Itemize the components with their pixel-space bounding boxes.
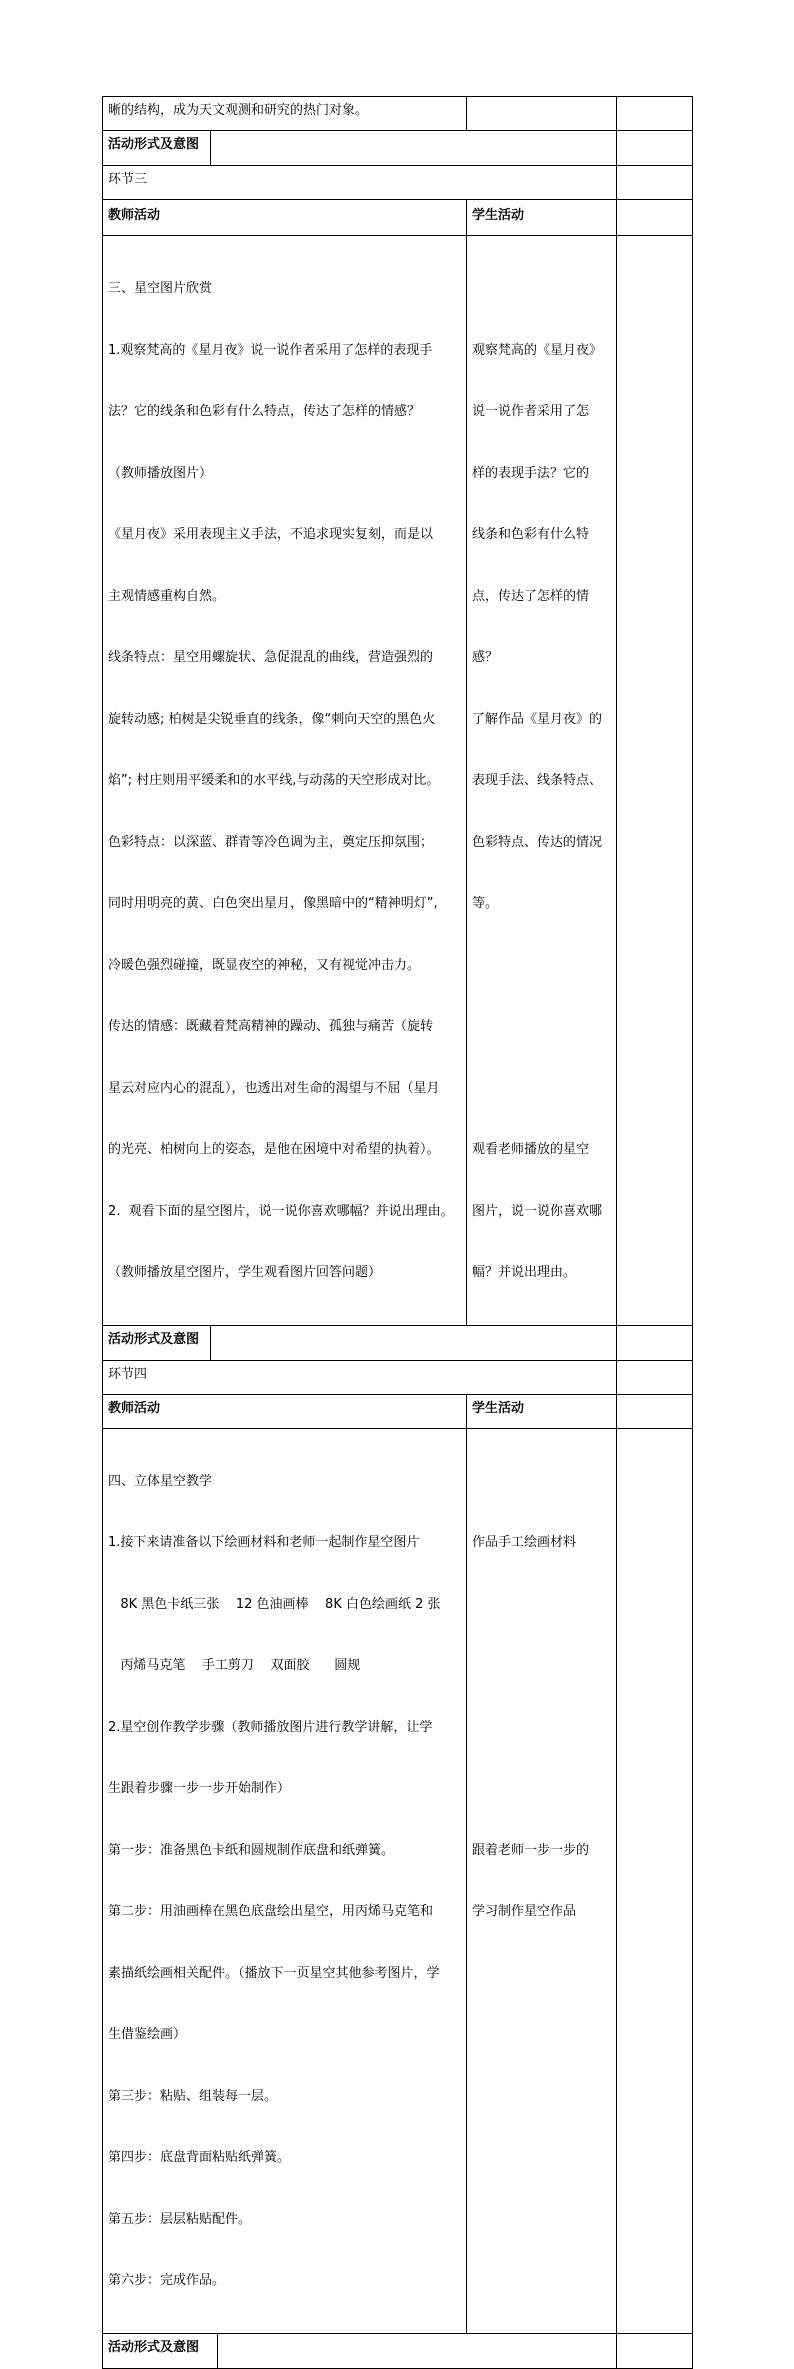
- teacher-line: 丙烯马克笔 手工剪刀 双面胶 圆规: [108, 1658, 361, 1673]
- student-line: [472, 1718, 610, 1739]
- empty-cell: [617, 97, 693, 131]
- teacher-line: 第六步：完成作品。: [108, 2273, 226, 2288]
- activity-form-cell: [103, 1325, 617, 1360]
- teacher-line: 《星月夜》采用表现主义手法，不追求现实复刻，而是以: [108, 527, 434, 542]
- student-line: [472, 1472, 610, 1493]
- section-title-row: [103, 166, 693, 200]
- empty-cell: [467, 97, 617, 131]
- teacher-line: 三、星空图片欣赏: [108, 281, 213, 296]
- activity-form-value: [218, 2334, 616, 2368]
- empty-cell: [617, 1428, 693, 2333]
- teacher-line: 同时用明亮的黄、白色突出星月，像黑暗中的“精神明灯”,: [108, 896, 438, 911]
- teacher-line: 法？它的线条和色彩有什么特点，传达了怎样的情感？: [108, 404, 421, 419]
- student-line: 跟着老师一步一步的: [472, 1842, 590, 1858]
- student-activity-header: 学生活动: [467, 200, 617, 236]
- student-line: [472, 1595, 610, 1616]
- activity-form-cell: [103, 131, 617, 166]
- teacher-line: 第三步：粘贴、组装每一层。: [108, 2088, 278, 2104]
- student-line: [472, 1656, 610, 1677]
- student-line: 观看老师播放的星空: [472, 1142, 590, 1157]
- student-line: 幅？并说出理由。: [472, 1265, 577, 1280]
- teacher-line: 主观情感重构自然。: [108, 588, 226, 604]
- teacher-line: 色彩特点：以深蓝、群青等冷色调为主，奠定压抑氛围；: [108, 834, 434, 850]
- teacher-line: 生借鉴绘画）: [108, 2027, 187, 2042]
- teacher-line: 2. 观看下面的星空图片，说一说你喜欢哪幅？并说出理由。: [108, 1203, 454, 1219]
- student-activity-content: [467, 236, 617, 1326]
- student-line: [472, 956, 610, 977]
- activity-form-cell: [103, 2333, 617, 2368]
- empty-cell: [617, 1394, 693, 1428]
- teacher-line: 四、立体星空教学: [108, 1473, 213, 1489]
- teacher-line: 8K 黑色卡纸三张 12 色油画棒 8K 白色绘画纸 2 张: [108, 1596, 441, 1612]
- student-line: 观察梵高的《星月夜》: [472, 342, 603, 358]
- teacher-line: 线条特点：星空用螺旋状、急促混乱的曲线，营造强烈的: [108, 650, 434, 665]
- student-line: 线条和色彩有什么特: [472, 527, 590, 542]
- activity-form-label: 活动形式及意图: [103, 2334, 218, 2368]
- teacher-line: 焰”; 村庄则用平缓柔和的水平线,与动荡的天空形成对比。: [108, 773, 440, 788]
- activity-form-row: [103, 131, 693, 166]
- empty-cell: [617, 166, 693, 200]
- activity-form-label: 活动形式及意图: [103, 1326, 211, 1360]
- student-line: 表现手法、线条特点、: [472, 773, 603, 788]
- section-header-row: [103, 1394, 693, 1428]
- student-activity-content: [467, 1428, 617, 2333]
- continuation-text: 晰的结构，成为天文观测和研究的热门对象。: [103, 97, 467, 131]
- teacher-line: 素描纸绘画相关配件。（播放下一页星空其他参考图片，学: [108, 1965, 440, 1981]
- student-activity-header: 学生活动: [467, 1394, 617, 1428]
- teacher-line: 传达的情感：既藏着梵高精神的躁动、孤独与痛苦（旋转: [108, 1019, 434, 1034]
- empty-cell: [617, 1325, 693, 1360]
- student-line: 说一说作者采用了怎: [472, 404, 590, 419]
- activity-form-value: [211, 1326, 616, 1360]
- activity-form-row: [103, 1325, 693, 1360]
- teacher-line: 星云对应内心的混乱），也透出对生命的渴望与不屈（星月: [108, 1080, 440, 1096]
- teacher-line: 第一步：准备黑色卡纸和圆规制作底盘和纸弹簧。: [108, 1842, 395, 1858]
- continuation-row: [103, 97, 693, 131]
- teacher-line: 2.星空创作教学步骤（教师播放图片进行教学讲解，让学: [108, 1719, 433, 1735]
- activity-form-value: [211, 131, 616, 165]
- empty-cell: [617, 2333, 693, 2368]
- student-line: 等。: [472, 896, 499, 911]
- empty-cell: [617, 236, 693, 1326]
- student-line: 了解作品《星月夜》的: [472, 711, 603, 727]
- teacher-line: 第五步：层层粘贴配件。: [108, 2211, 252, 2227]
- teacher-activity-content: [103, 236, 467, 1326]
- student-line: 作品手工绘画材料: [472, 1535, 577, 1550]
- section-header-row: [103, 200, 693, 236]
- lesson-plan-table: [102, 96, 693, 2369]
- student-line: 色彩特点、传达的情况: [472, 834, 603, 850]
- student-line: [472, 279, 610, 300]
- student-line: [472, 1017, 610, 1038]
- student-line: 图片，说一说你喜欢哪: [472, 1203, 603, 1219]
- section-content-row: [103, 236, 693, 1326]
- student-line: [472, 1779, 610, 1800]
- empty-cell: [617, 1360, 693, 1394]
- student-line: 样的表现手法？它的: [472, 465, 590, 481]
- empty-cell: [617, 200, 693, 236]
- student-line: [472, 1079, 610, 1100]
- activity-form-row: [103, 2333, 693, 2368]
- section-title-row: [103, 1360, 693, 1394]
- teacher-line: 旋转动感; 柏树是尖锐垂直的线条，像“刺向天空的黑色火: [108, 711, 436, 727]
- teacher-line: 第二步：用油画棒在黑色底盘绘出星空，用丙烯马克笔和: [108, 1904, 434, 1919]
- activity-form-label: 活动形式及意图: [103, 131, 211, 165]
- section-title: 环节三: [103, 166, 617, 200]
- student-line: 感？: [472, 650, 499, 665]
- teacher-activity-header: 教师活动: [103, 1394, 467, 1428]
- student-line: 学习制作星空作品: [472, 1904, 577, 1919]
- teacher-line: （教师播放图片）: [108, 465, 213, 481]
- teacher-line: 冷暖色强烈碰撞，既显夜空的神秘，又有视觉冲击力。: [108, 957, 421, 973]
- teacher-line: （教师播放星空图片，学生观看图片回答问题）: [108, 1265, 382, 1280]
- empty-cell: [617, 131, 693, 166]
- teacher-line: 生跟着步骤一步一步开始制作）: [108, 1781, 291, 1796]
- teacher-line: 的光亮、柏树向上的姿态，是他在困境中对希望的执着）。: [108, 1142, 440, 1157]
- teacher-line: 第四步：底盘背面粘贴纸弹簧。: [108, 2150, 291, 2165]
- teacher-line: 1.观察梵高的《星月夜》说一说作者采用了怎样的表现手: [108, 342, 433, 358]
- section-title: 环节四: [103, 1360, 617, 1394]
- student-line: 点，传达了怎样的情: [472, 588, 590, 604]
- teacher-activity-content: [103, 1428, 467, 2333]
- teacher-activity-header: 教师活动: [103, 200, 467, 236]
- teacher-line: 1.接下来请准备以下绘画材料和老师一起制作星空图片: [108, 1535, 420, 1550]
- section-content-row: [103, 1428, 693, 2333]
